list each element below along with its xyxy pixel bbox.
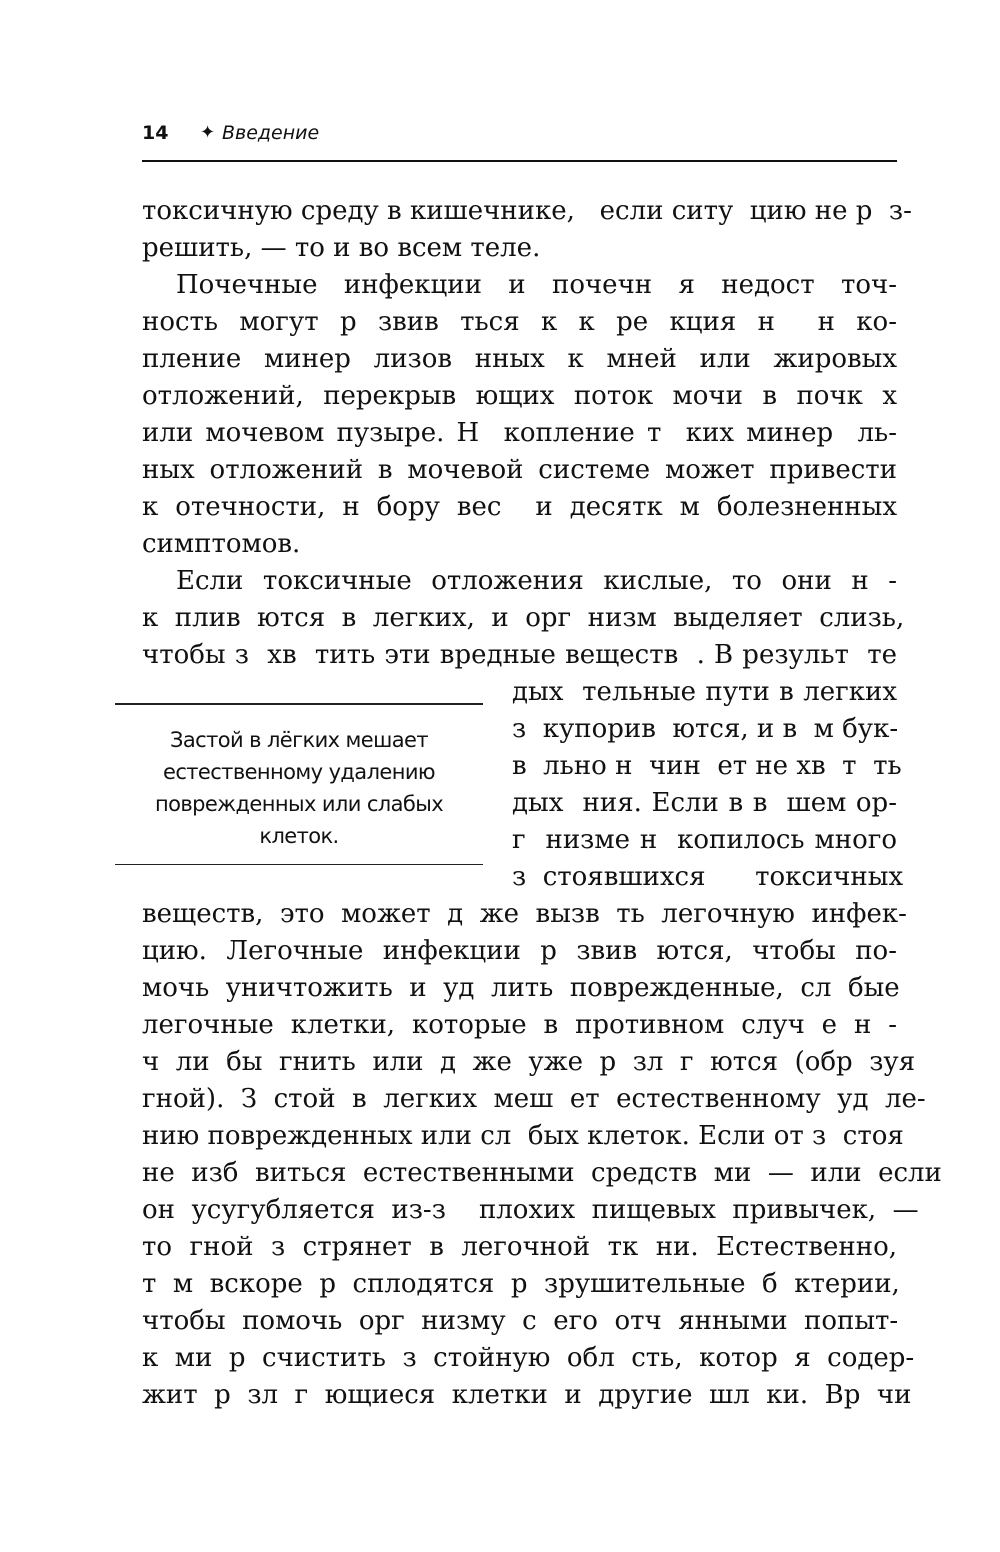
- body-line: к отечности, н бору вес и десятк м болезненных: [142, 492, 897, 522]
- pull-quote-top-rule: [115, 703, 483, 705]
- wrap-line: в льно н чин ет не хв т ть: [512, 751, 902, 781]
- wrap-line: г низме н копилось много: [512, 825, 897, 855]
- body-line: веществ, это может д же вызв ть легочную инфек-: [142, 899, 907, 929]
- body-line: чтобы помочь орг низму с его отч янными попыт-: [142, 1306, 899, 1336]
- body-line: ных отложений в мочевой системе может привести: [142, 455, 897, 485]
- wrap-line: з купорив ются, и в м бук-: [512, 714, 899, 744]
- body-line: цию. Легочные инфекции р звив ются, чтобы по-: [142, 936, 897, 966]
- body-line: к плив ются в легких, и орг низм выделяет слизь,: [142, 603, 905, 633]
- body-line: ность могут р звив ться к к ре кция н н ко-: [142, 307, 897, 337]
- body-line: чтобы з хв тить эти вредные веществ . В результ те: [142, 640, 897, 670]
- body-line: нию поврежденных или сл бых клеток. Если от з стоя: [142, 1121, 904, 1151]
- body-line: решить, — то и во всем теле.: [142, 233, 541, 263]
- running-header: [142, 118, 897, 148]
- body-line: то гной з стрянет в легочной тк ни. Естественно,: [142, 1232, 897, 1262]
- body-line: Почечные инфекции и почечн я недост точ-: [176, 270, 897, 300]
- page-number: 14: [142, 122, 169, 144]
- body-line: пление минер лизов нных к мней или жировых: [142, 344, 897, 374]
- body-line: мочь уничтожить и уд лить поврежденные, сл бые: [142, 973, 900, 1003]
- header-rule: [142, 160, 897, 162]
- header-star-icon: ✦: [200, 122, 216, 143]
- body-line: ч ли бы гнить или д же уже р зл г ются (обр зуя: [142, 1047, 916, 1077]
- body-line: он усугубляется из-з плохих пищевых привычек, —: [142, 1195, 919, 1225]
- pull-quote: Застой в лёгких мешает естественному удалению поврежденных или слабых клеток.: [154, 728, 444, 848]
- body-line: легочные клетки, которые в противном случ е н -: [142, 1010, 897, 1040]
- body-line: не изб виться естественными средств ми — или если: [142, 1158, 942, 1188]
- body-line: отложений, перекрыв ющих поток мочи в почк х: [142, 381, 897, 411]
- body-line: Если токсичные отложения кислые, то они н -: [176, 566, 897, 596]
- body-line: токсичную среду в кишечнике, если ситу цию не р з-: [142, 196, 912, 226]
- body-line: симптомов.: [142, 529, 301, 559]
- body-line: к ми р счистить з стойную обл сть, котор я содер-: [142, 1343, 915, 1373]
- body-line: т м вскоре р сплодятся р зрушительные б ктерии,: [142, 1269, 900, 1299]
- wrap-line: дых тельные пути в легких: [512, 677, 897, 707]
- body-line: или мочевом пузыре. Н копление т ких минер ль-: [142, 418, 897, 448]
- wrap-line: з стоявшихся токсичных: [512, 862, 904, 892]
- pull-quote-bottom-rule: [115, 864, 483, 865]
- chapter-title: Введение: [222, 122, 320, 144]
- wrap-line: дых ния. Если в в шем ор-: [512, 788, 897, 818]
- body-line: жит р зл г ющиеся клетки и другие шл ки. Вр чи: [142, 1380, 912, 1410]
- body-line: гной). З стой в легких меш ет естественному уд ле-: [142, 1084, 926, 1114]
